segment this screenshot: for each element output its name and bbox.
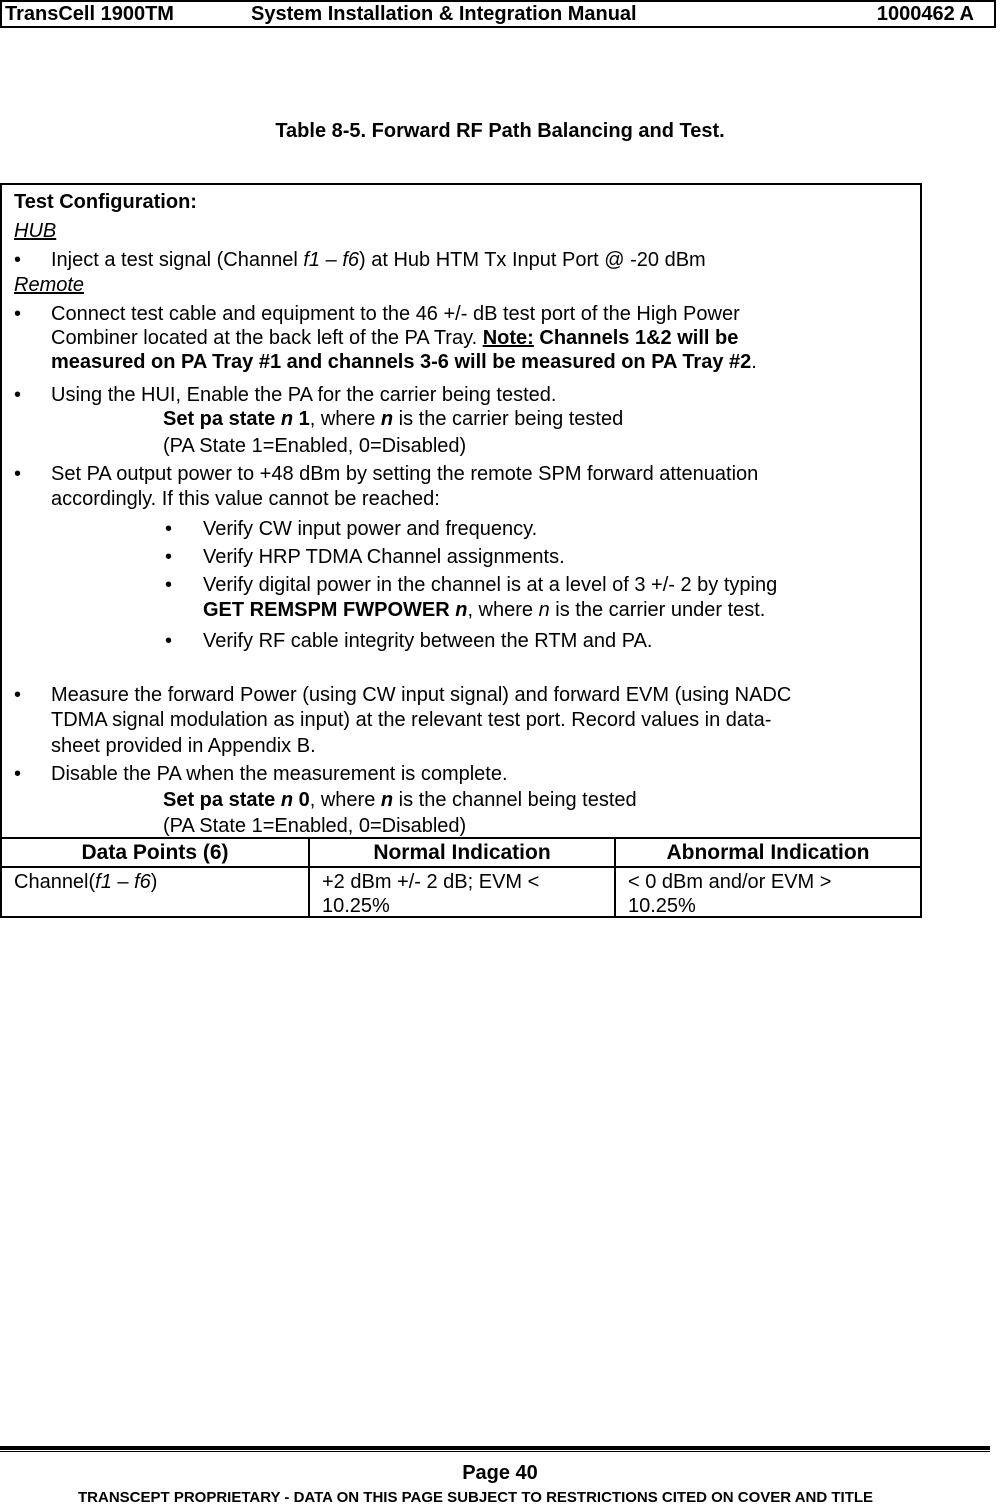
step5-line1: Disable the PA when the measurement is complete. — [51, 763, 508, 785]
step3-sub1: Verify CW input power and frequency. — [203, 518, 538, 540]
step1-line1: Connect test cable and equipment to the 46 +/- dB test port of the High Power — [51, 303, 740, 325]
config-heading: Test Configuration: — [14, 191, 197, 213]
bullet-icon: • — [14, 384, 22, 406]
header-product: TransCell 1900TM — [5, 3, 174, 25]
bullet-icon: • — [165, 574, 173, 596]
step2-state-note: (PA State 1=Enabled, 0=Disabled) — [163, 435, 467, 457]
remote-label: Remote — [14, 274, 85, 296]
test-table — [0, 183, 922, 918]
column-header: Data Points (6) — [2, 839, 308, 868]
data-point-cell: Channel(f1 – f6) — [14, 871, 158, 893]
bullet-icon: • — [165, 630, 173, 652]
bullet-icon: • — [14, 763, 22, 785]
bullet-icon: • — [14, 684, 22, 706]
proprietary-notice: TRANSCEPT PROPRIETARY - DATA ON THIS PAGE SUBJECT TO RESTRICTIONS CITED ON COVER AND TITLE — [78, 1489, 874, 1506]
bullet-icon: • — [14, 303, 22, 325]
header-manual-title: System Installation & Integration Manual — [251, 3, 637, 25]
footer-rule — [0, 1446, 990, 1450]
step3-sub3-line2: GET REMSPM FWPOWER n, where n is the carrier under test. — [203, 599, 766, 621]
bullet-icon: • — [165, 518, 173, 540]
step2-command: Set pa state n 1, where n is the carrier being tested — [163, 408, 624, 430]
step3-line2: accordingly. If this value cannot be reached: — [51, 488, 440, 510]
bullet-icon: • — [165, 546, 173, 568]
step2-line1: Using the HUI, Enable the PA for the carrier being tested. — [51, 384, 557, 406]
normal-indication-cell: +2 dBm +/- 2 dB; EVM < 10.25% — [322, 871, 540, 917]
step4-line3: sheet provided in Appendix B. — [51, 735, 316, 757]
step5-command: Set pa state n 0, where n is the channel being tested — [163, 789, 637, 811]
step4-line2: TDMA signal modulation as input) at the relevant test port. Record values in data- — [51, 709, 772, 731]
abnormal-indication-cell: < 0 dBm and/or EVM > 10.25% — [628, 871, 832, 917]
step3-sub2: Verify HRP TDMA Channel assignments. — [203, 546, 565, 568]
test-configuration — [2, 185, 920, 839]
table-title: Table 8-5. Forward RF Path Balancing and Test. — [275, 120, 725, 142]
header-doc-number: 1000462 A — [876, 3, 974, 25]
step5-state-note: (PA State 1=Enabled, 0=Disabled) — [163, 815, 467, 837]
column-header: Abnormal Indication — [616, 839, 920, 868]
page-header — [0, 0, 996, 28]
bullet-icon: • — [14, 249, 22, 271]
step1-line2: Combiner located at the back left of the PA Tray. Note: Channels 1&2 will be — [51, 327, 739, 349]
step3-line1: Set PA output power to +48 dBm by setting the remote SPM forward attenuation — [51, 463, 759, 485]
step4-line1: Measure the forward Power (using CW input signal) and forward EVM (using NADC — [51, 684, 792, 706]
hub-label: HUB — [14, 220, 57, 242]
bullet-icon: • — [14, 463, 22, 485]
column-header: Normal Indication — [308, 839, 616, 868]
footer-rule — [0, 1451, 990, 1452]
hub-step: Inject a test signal (Channel f1 – f6) at Hub HTM Tx Input Port @ -20 dBm — [51, 249, 706, 271]
indication-grid — [2, 839, 920, 916]
step3-sub3-line1: Verify digital power in the channel is at a level of 3 +/- 2 by typing — [203, 574, 778, 596]
step1-line3: measured on PA Tray #1 and channels 3-6 will be measured on PA Tray #2. — [51, 351, 757, 373]
page-number: Page 40 — [462, 1462, 538, 1484]
step3-sub4: Verify RF cable integrity between the RTM and PA. — [203, 630, 653, 652]
